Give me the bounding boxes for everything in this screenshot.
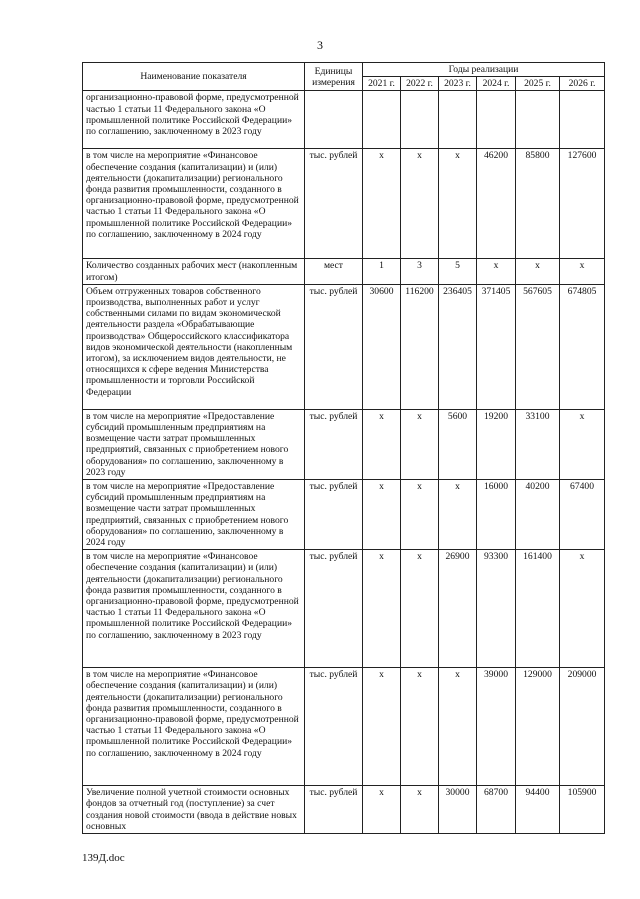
header-year: 2026 г.	[560, 77, 605, 91]
table-row	[83, 284, 605, 409]
header-indicator-name: Наименование показателя	[83, 63, 305, 91]
value-cell: 129000	[516, 668, 560, 786]
value-cell: x	[363, 409, 401, 479]
value-cell: x	[560, 409, 605, 479]
indicator-name-cell: в том числе на мероприятие «Предоставление субсидий промышленным предприятиям на возмещение части затрат промышленных предприятий, связанных с приобретением нового оборудования» по соглашению, заключенному в 2023 году	[83, 409, 305, 479]
value-cell: 40200	[516, 480, 560, 550]
value-cell: 30600	[363, 284, 401, 409]
table-row	[83, 668, 605, 786]
value-cell: 567605	[516, 284, 560, 409]
unit-cell: тыс. рублей	[305, 409, 363, 479]
value-cell: x	[363, 786, 401, 834]
page-number: 3	[317, 38, 323, 52]
unit-cell: тыс. рублей	[305, 480, 363, 550]
indicator-name-cell: в том числе на мероприятие «Финансовое обеспечение создания (капитализации) и (или) деятельности (докапитализации) регионального фонда развития промышленности, созданного в организационно-правовой форме, предусмотренной частью 1 статьи 11 Федерального закона «О промышленной политике Российской Федерации» по соглашению, заключенному в 2024 году	[83, 668, 305, 786]
table-row	[83, 409, 605, 479]
value-cell	[516, 91, 560, 149]
table-row	[83, 480, 605, 550]
value-cell: 93300	[477, 550, 516, 668]
value-cell: 1	[363, 259, 401, 284]
value-cell: 67400	[560, 480, 605, 550]
unit-cell: тыс. рублей	[305, 284, 363, 409]
value-cell: 94400	[516, 786, 560, 834]
value-cell: x	[439, 668, 477, 786]
value-cell: 46200	[477, 149, 516, 259]
value-cell: x	[401, 480, 439, 550]
value-cell: 5	[439, 259, 477, 284]
unit-cell	[305, 91, 363, 149]
indicator-name-cell: Количество созданных рабочих мест (накопленным итогом)	[83, 259, 305, 284]
indicators-table	[82, 62, 605, 834]
table-row	[83, 786, 605, 834]
unit-cell: мест	[305, 259, 363, 284]
value-cell: 19200	[477, 409, 516, 479]
header-year: 2022 г.	[401, 77, 439, 91]
indicator-name-cell: Увеличение полной учетной стоимости основных фондов за отчетный год (поступление) за счет создания новой стоимости (ввода в действие новых основных	[83, 786, 305, 834]
value-cell: 30000	[439, 786, 477, 834]
table-row	[83, 550, 605, 668]
value-cell: 371405	[477, 284, 516, 409]
value-cell: x	[363, 480, 401, 550]
indicator-name-cell: в том числе на мероприятие «Финансовое обеспечение создания (капитализации) и (или) деятельности (докапитализации) регионального фонда развития промышленности, созданного в организационно-правовой форме, предусмотренной частью 1 статьи 11 Федерального закона «О промышленной политике Российской Федерации» по соглашению, заключенному в 2023 году	[83, 550, 305, 668]
value-cell: x	[401, 786, 439, 834]
value-cell: 161400	[516, 550, 560, 668]
value-cell: x	[401, 149, 439, 259]
value-cell: 3	[401, 259, 439, 284]
unit-cell: тыс. рублей	[305, 668, 363, 786]
value-cell: 236405	[439, 284, 477, 409]
table-row	[83, 91, 605, 149]
header-year: 2023 г.	[439, 77, 477, 91]
value-cell: x	[401, 668, 439, 786]
value-cell: 674805	[560, 284, 605, 409]
value-cell: 26900	[439, 550, 477, 668]
value-cell	[477, 91, 516, 149]
value-cell: 33100	[516, 409, 560, 479]
header-years-group: Годы реализации	[363, 63, 605, 77]
value-cell: x	[560, 259, 605, 284]
value-cell: x	[363, 550, 401, 668]
value-cell: 68700	[477, 786, 516, 834]
unit-cell: тыс. рублей	[305, 786, 363, 834]
value-cell	[363, 91, 401, 149]
indicator-name-cell: в том числе на мероприятие «Финансовое обеспечение создания (капитализации) и (или) деятельности (докапитализации) регионального фонда развития промышленности, созданного в организационно-правовой форме, предусмотренной частью 1 статьи 11 Федерального закона «О промышленной политике Российской Федерации» по соглашению, заключенному в 2024 году	[83, 149, 305, 259]
table-body	[83, 91, 605, 834]
value-cell	[560, 91, 605, 149]
header-year: 2024 г.	[477, 77, 516, 91]
value-cell: 127600	[560, 149, 605, 259]
value-cell	[401, 91, 439, 149]
value-cell: 209000	[560, 668, 605, 786]
value-cell: 39000	[477, 668, 516, 786]
table-header-row	[83, 63, 605, 77]
footer-filename: 139Д.doc	[82, 852, 125, 864]
indicator-name-cell: Объем отгруженных товаров собственного производства, выполненных работ и услуг собственными силами по видам экономической деятельности раздела «Обрабатывающие производства» Общероссийского классификатора видов экономической деятельности (накопленным итогом), за исключением видов деятельности, не относящихся к сфере ведения Министерства промышленности и торговли Российской Федерации	[83, 284, 305, 409]
header-year: 2025 г.	[516, 77, 560, 91]
indicator-name-cell: в том числе на мероприятие «Предоставление субсидий промышленным предприятиям на возмещение части затрат промышленных предприятий, связанных с приобретением нового оборудования» по соглашению, заключенному в 2024 году	[83, 480, 305, 550]
unit-cell: тыс. рублей	[305, 550, 363, 668]
value-cell: x	[439, 480, 477, 550]
header-unit: Единицы измерения	[305, 63, 363, 91]
table-row	[83, 259, 605, 284]
value-cell: x	[401, 409, 439, 479]
indicator-name-cell: организационно-правовой форме, предусмотренной частью 1 статьи 11 Федерального закона «О промышленной политике Российской Федерации» по соглашению, заключенному в 2023 году	[83, 91, 305, 149]
table-row	[83, 149, 605, 259]
header-year: 2021 г.	[363, 77, 401, 91]
value-cell: x	[363, 149, 401, 259]
value-cell: 16000	[477, 480, 516, 550]
value-cell: x	[363, 668, 401, 786]
value-cell: x	[439, 149, 477, 259]
unit-cell: тыс. рублей	[305, 149, 363, 259]
value-cell: x	[477, 259, 516, 284]
value-cell: x	[560, 550, 605, 668]
value-cell: 105900	[560, 786, 605, 834]
value-cell: 5600	[439, 409, 477, 479]
value-cell	[439, 91, 477, 149]
value-cell: x	[516, 259, 560, 284]
value-cell: x	[401, 550, 439, 668]
value-cell: 85800	[516, 149, 560, 259]
value-cell: 116200	[401, 284, 439, 409]
